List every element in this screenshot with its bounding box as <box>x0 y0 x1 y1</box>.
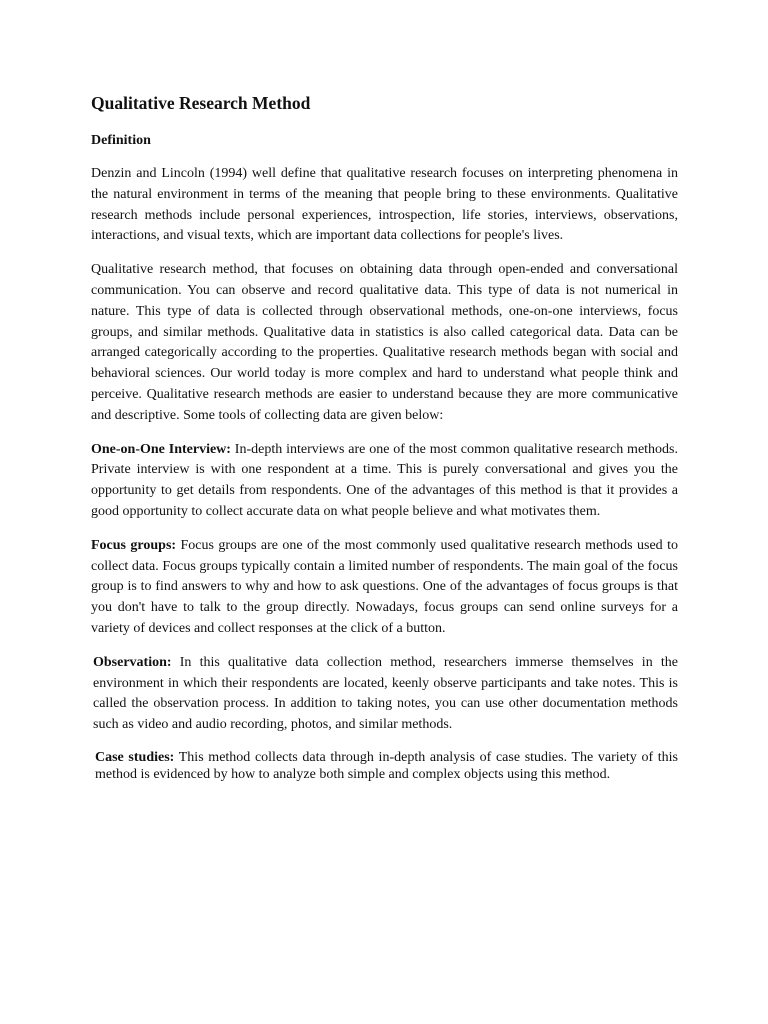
section-heading-definition: Definition <box>91 133 151 148</box>
paragraph-one-on-one-interview <box>91 440 678 523</box>
paragraph-case-studies <box>91 749 678 784</box>
term-one-on-one-interview: One-on-One Interview: <box>91 441 231 457</box>
text-case-studies: This method collects data through in-depth analysis of case studies. The variety of this method is evidenced by how to analyze both simple and complex objects using this method. <box>95 749 679 783</box>
paragraph-focus-groups <box>91 536 678 640</box>
paragraph-overview: Qualitative research method, that focuses on obtaining data through open-ended and conversational communication. You can observe and record qualitative data. This type of data is not numerical in nature. This type of data is collected through observational methods, one-on-one interviews, focus groups, and similar methods. Qualitative data in statistics is also called categorical data. Data can be arranged categorically according to the properties. Qualitative research methods began with social and behavioral sciences. Our world today is more complex and hard to understand what people think and perceive. Qualitative research methods are easier to understand because they are more communicative and descriptive. Some tools of collecting data are given below: <box>91 262 678 423</box>
term-case-studies: Case studies: <box>95 749 175 765</box>
text-observation: In this qualitative data collection method, researchers immerse themselves in the environment in which their respondents are located, keenly observe participants and take notes. This is called the observation process. In addition to taking notes, you can use other documentation methods such as video and audio recording, photos, and similar methods. <box>93 654 678 733</box>
term-focus-groups: Focus groups: <box>91 537 177 553</box>
paragraph-definition: Denzin and Lincoln (1994) well define that qualitative research focuses on interpreting phenomena in the natural environment in terms of the meaning that people bring to these environments. Qualitative research methods include personal experiences, introspection, life stories, interviews, observations, interactions, and visual texts, which are important data collections for people's lives. <box>91 166 678 244</box>
paragraph-observation <box>91 653 678 736</box>
page-title: Qualitative Research Method <box>91 93 311 113</box>
document-page <box>91 92 678 784</box>
text-one-on-one-interview: In-depth interviews are one of the most common qualitative research methods. Private interview is with one respondent at a time. This is purely conversational and gives you the opportunity to get details from respondents. One of the advantages of this method is that it provides a good opportunity to collect accurate data on what people believe and what motivates them. <box>91 441 679 519</box>
text-focus-groups: Focus groups are one of the most commonly used qualitative research methods used to collect data. Focus groups typically contain a limited number of respondents. The main goal of the focus group is to find answers to why and how to ask questions. One of the advantages of focus groups is that you don't have to talk to the group directly. Nowadays, focus groups can send online surveys for a variety of devices and collect responses at the click of a button. <box>91 537 678 636</box>
term-observation: Observation: <box>93 654 172 670</box>
